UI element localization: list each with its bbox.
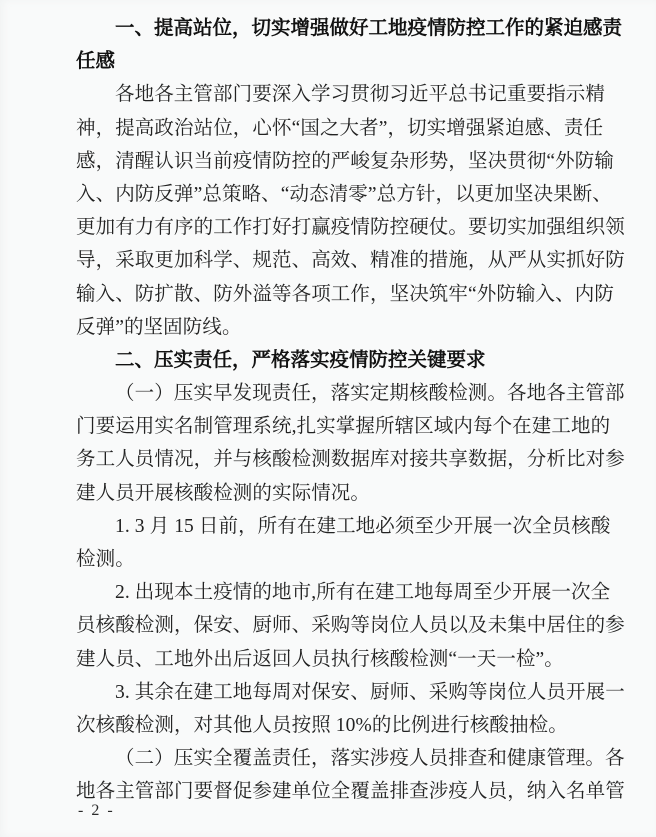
text-line: 反弹”的坚固防线。 bbox=[76, 316, 242, 338]
heading-line: 一、提高站位，切实增强做好工地疫情防控工作的紧迫感责 bbox=[115, 17, 623, 39]
text-line: 地各主管部门要督促参建单位全覆盖排查涉疫人员，纳入名单管 bbox=[76, 781, 625, 803]
text-line: 员核酸检测，保安、厨师、采购等岗位人员以及未集中居住的参 bbox=[76, 615, 625, 637]
text-line: 入、内防反弹”总策略、“动态清零”总方针，以更加坚决果断、 bbox=[76, 183, 612, 205]
text-line: 更加有力有序的工作打好打赢疫情防控硬仗。要切实加强组织领 bbox=[76, 217, 625, 239]
text-line: 输入、防扩散、防外溢等各项工作，坚决筑牢“外防输入、内防 bbox=[76, 283, 614, 305]
text-line: 感，清醒认识当前疫情防控的严峻复杂形势，坚决贯彻“外防输 bbox=[76, 150, 614, 172]
heading-line: 二、压实责任，严格落实疫情防控关键要求 bbox=[115, 348, 486, 371]
text-line: 次核酸检测，对其他人员按照 10%的比例进行核酸抽检。 bbox=[76, 714, 568, 736]
text-line: 各地各主管部门要深入学习贯彻习近平总书记重要指示精 bbox=[115, 84, 606, 106]
text-line: 建人员开展核酸检测的实际情况。 bbox=[76, 482, 371, 504]
text-line: 2. 出现本土疫情的地市,所有在建工地每周至少开展一次全 bbox=[115, 582, 611, 604]
document-body bbox=[76, 12, 626, 809]
text-line: （一）压实早发现责任，落实定期核酸检测。各地各主管部 bbox=[115, 383, 625, 405]
text-line: 门要运用实名制管理系统,扎实掌握所辖区域内每个在建工地的 bbox=[76, 416, 611, 438]
text-line: 建人员、工地外出后返回人员执行核酸检测“一天一检”。 bbox=[76, 648, 564, 670]
text-line: （二）压实全覆盖责任，落实涉疫人员排查和健康管理。各 bbox=[115, 748, 625, 770]
heading-line: 任感 bbox=[76, 50, 116, 73]
text-line: 1. 3 月 15 日前，所有在建工地必须至少开展一次全员核酸 bbox=[115, 515, 611, 537]
text-line: 导，采取更加科学、规范、高效、精准的措施，从严从实抓好防 bbox=[76, 250, 625, 272]
text-line: 3. 其余在建工地每周对保安、厨师、采购等岗位人员开展一 bbox=[115, 681, 625, 703]
text-line: 务工人员情况，并与核酸检测数据库对接共享数据，分析比对参 bbox=[76, 449, 625, 471]
text-line: 检测。 bbox=[76, 549, 135, 570]
text-line: 神，提高政治站位，心怀“国之大者”，切实增强紧迫感、责任 bbox=[76, 117, 604, 139]
page-number: - 2 - bbox=[78, 802, 115, 819]
